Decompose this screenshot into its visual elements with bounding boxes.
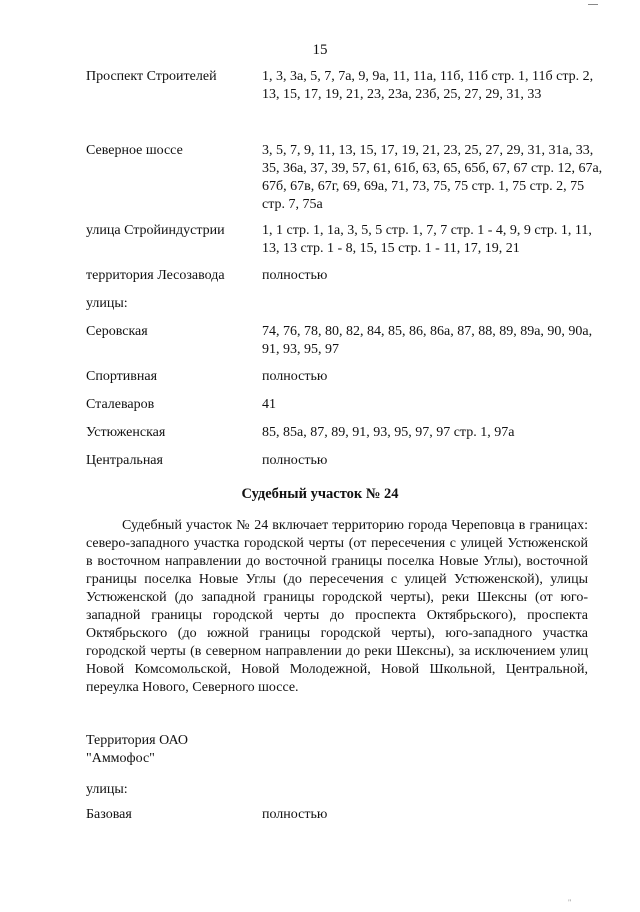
street-row bbox=[86, 424, 606, 452]
street-row bbox=[86, 68, 606, 142]
street-name: Сталеваров bbox=[86, 397, 155, 412]
house-numbers: 74, 76, 78, 80, 82, 84, 85, 86, 86а, 87, 88, 89, 89а, 90, 90а, 91, 93, 95, 97 bbox=[262, 324, 593, 357]
street-name: Серовская bbox=[86, 324, 148, 339]
page-corner-mark bbox=[588, 0, 598, 5]
street-name: Северное шоссе bbox=[86, 143, 183, 158]
house-numbers: 1, 1 стр. 1, 1а, 3, 5, 5 стр. 1, 7, 7 стр. 1 - 4, 9, 9 стр. 1, 11, 13, 13 стр. 1 - 8, 15, 15 стр. 1 - 11, 17, 19, 21 bbox=[262, 223, 592, 256]
house-numbers: 1, 3, 3а, 5, 7, 7а, 9, 9а, 11, 11а, 11б, 11б стр. 1, 11б стр. 2, 13, 15, 17, 19, 21, 23, 23а, 23б, 25, 27, 29, 31, 33 bbox=[262, 69, 594, 102]
house-numbers: полностью bbox=[262, 807, 328, 822]
street-row bbox=[86, 222, 606, 267]
section-title: Судебный участок № 24 bbox=[241, 486, 399, 502]
house-numbers: 3, 5, 7, 9, 11, 13, 15, 17, 19, 21, 23, 25, 27, 29, 31, 31а, 33, 35, 36а, 37, 39, 57, 61, 61б, 63, 65, 65б, 67, 67 стр. 12, 67а, 67б, 67в, 67г, 69, 69а, 71, 73, 75, 75 стр. 1, 75 стр. 2, 75 стр. 7, 75а bbox=[262, 143, 603, 212]
street-row bbox=[86, 452, 606, 476]
territory-line: "Аммофос" bbox=[86, 751, 155, 766]
street-name: Центральная bbox=[86, 453, 163, 468]
page-number: 15 bbox=[312, 42, 328, 58]
section-description: Судебный участок № 24 включает территорию города Череповца в границах: северо-западного участка городской черты (от пересечения с улицей Устюженской в восточном направлении до восточной границы поселка Новые Углы), восточной границы поселка Новые Углы (до пересечения с улицей Устюженской), улицы Устюженской (до западной границы городской черты), реки Шексны (от юго-западной границы городской черты до проспекта Октябрьского), проспекта Октябрьского (до южной границы городской черты), юго-западного участка городской черты (в северном направлении до реки Шексны), за исключением улиц Новой Комсомольской, Новой Молодежной, Новой Школьной, Центральной, переулка Нового, Северного шоссе. bbox=[86, 518, 588, 695]
territory-line: Территория ОАО bbox=[86, 733, 189, 748]
street-name: Спортивная bbox=[86, 369, 158, 384]
street-name: улицы: bbox=[86, 296, 128, 311]
house-numbers: 41 bbox=[262, 397, 276, 412]
house-numbers: полностью bbox=[262, 453, 328, 468]
street-name: Проспект Строителей bbox=[86, 69, 217, 84]
street-row bbox=[86, 323, 606, 368]
street-row bbox=[86, 806, 606, 824]
territory-block bbox=[86, 732, 286, 768]
streets-label bbox=[86, 295, 606, 323]
street-row bbox=[86, 267, 606, 295]
street-name: Устюженская bbox=[86, 425, 166, 440]
street-name: территория Лесозавода bbox=[86, 268, 225, 283]
street-row bbox=[86, 142, 606, 222]
street-table bbox=[86, 68, 606, 476]
bottom-mark: " bbox=[568, 898, 572, 907]
house-numbers: 85, 85а, 87, 89, 91, 93, 95, 97, 97 стр. 1, 97а bbox=[262, 425, 515, 440]
street-row bbox=[86, 396, 606, 424]
street-name: улица Стройиндустрии bbox=[86, 223, 225, 238]
house-numbers bbox=[262, 295, 604, 323]
house-numbers: полностью bbox=[262, 268, 328, 283]
street-name: Базовая bbox=[86, 807, 132, 822]
house-numbers: полностью bbox=[262, 369, 328, 384]
streets-label: улицы: bbox=[86, 782, 128, 797]
street-row bbox=[86, 368, 606, 396]
